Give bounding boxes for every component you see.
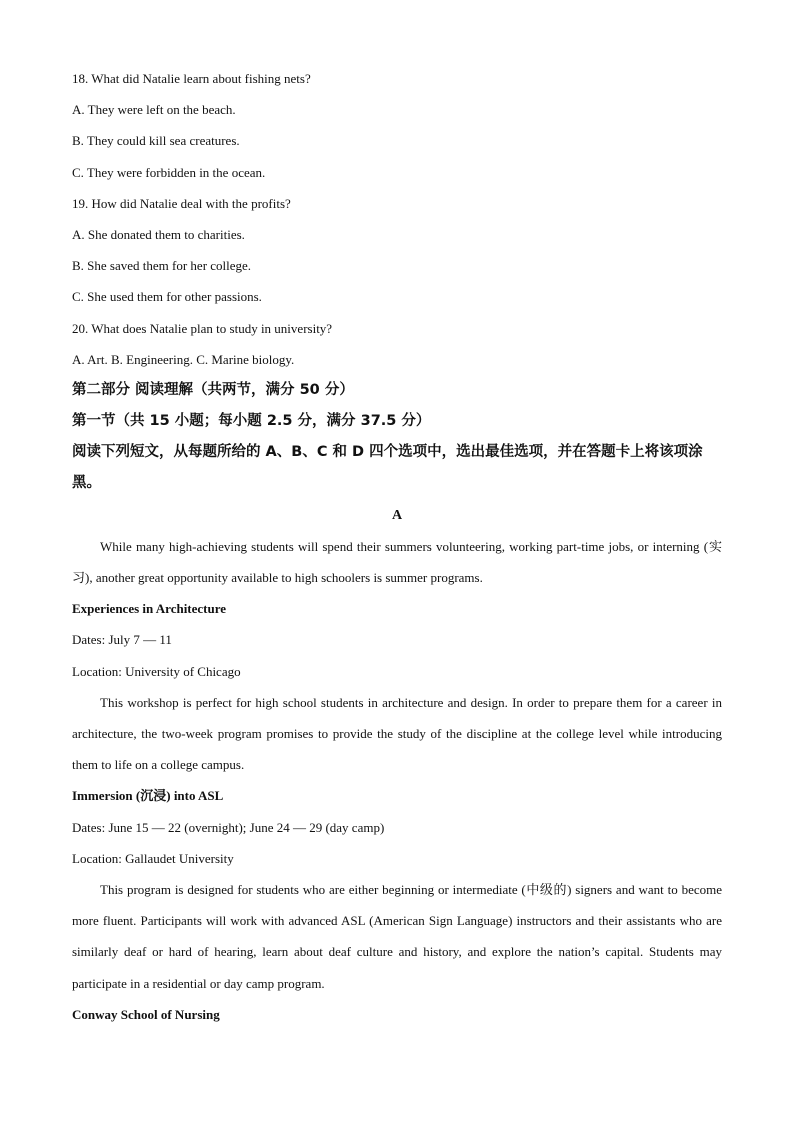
program-title-asl: Immersion (沉浸) into ASL [72, 788, 224, 804]
question-18-option-b: B. They could kill sea creatures. [72, 133, 240, 149]
program-dates-architecture: Dates: July 7 — 11 [72, 632, 172, 648]
program-description-asl: This program is designed for students who are either beginning or intermediate (中级的) signers and want to become more fluent. Participants will work with advanced ASL (American Sign Language) instructors and their assistants who are similarly deaf or hard of hearing, learn about deaf culture and history, and explore the nation’s capital. Students may participate in a residential or day camp program. [72, 882, 722, 991]
program-title-architecture: Experiences in Architecture [72, 601, 227, 617]
question-18-option-c: C. They were forbidden in the ocean. [72, 164, 266, 180]
program-description-architecture: This workshop is perfect for high school students in architecture and design. In order to prepare them for a career in architecture, the two-week program promises to provide the study of the discipline at the college level while introducing them to life on a college campus. [72, 694, 722, 773]
part2-title: 第二部分 阅读理解（共两节，满分 50 分） [72, 381, 354, 398]
question-19-option-b: B. She saved them for her college. [72, 258, 252, 274]
reading-instructions: 阅读下列短文，从每题所给的 A、B、C 和 D 四个选项中，选出最佳选项，并在答题卡上将该项涂黑。 [72, 444, 703, 492]
passage-intro: While many high-achieving students will spend their summers volunteering, working part-time jobs, or interning (实习), another great opportunity available to high schoolers is summer programs. [72, 538, 722, 586]
question-19-option-a: A. She donated them to charities. [72, 226, 245, 242]
section1-title: 第一节（共 15 小题；每小题 2.5 分，满分 37.5 分） [72, 413, 431, 430]
program-location-asl: Location: Gallaudet University [72, 850, 234, 866]
program-dates-asl: Dates: June 15 — 22 (overnight); June 24 — 29 (day camp) [72, 819, 385, 835]
exam-page [72, 63, 722, 1030]
question-18-option-a: A. They were left on the beach. [72, 102, 236, 118]
question-18-stem: 18. What did Natalie learn about fishing nets? [72, 71, 311, 86]
program-title-nursing: Conway School of Nursing [72, 1006, 220, 1022]
question-19-option-c: C. She used them for other passions. [72, 289, 262, 305]
question-19-stem: 19. How did Natalie deal with the profits? [72, 195, 291, 211]
passage-label: A [391, 507, 403, 523]
program-location-architecture: Location: University of Chicago [72, 663, 241, 679]
question-20-stem: 20. What does Natalie plan to study in university? [72, 320, 333, 336]
question-20-options: A. Art. B. Engineering. C. Marine biology. [72, 351, 295, 367]
